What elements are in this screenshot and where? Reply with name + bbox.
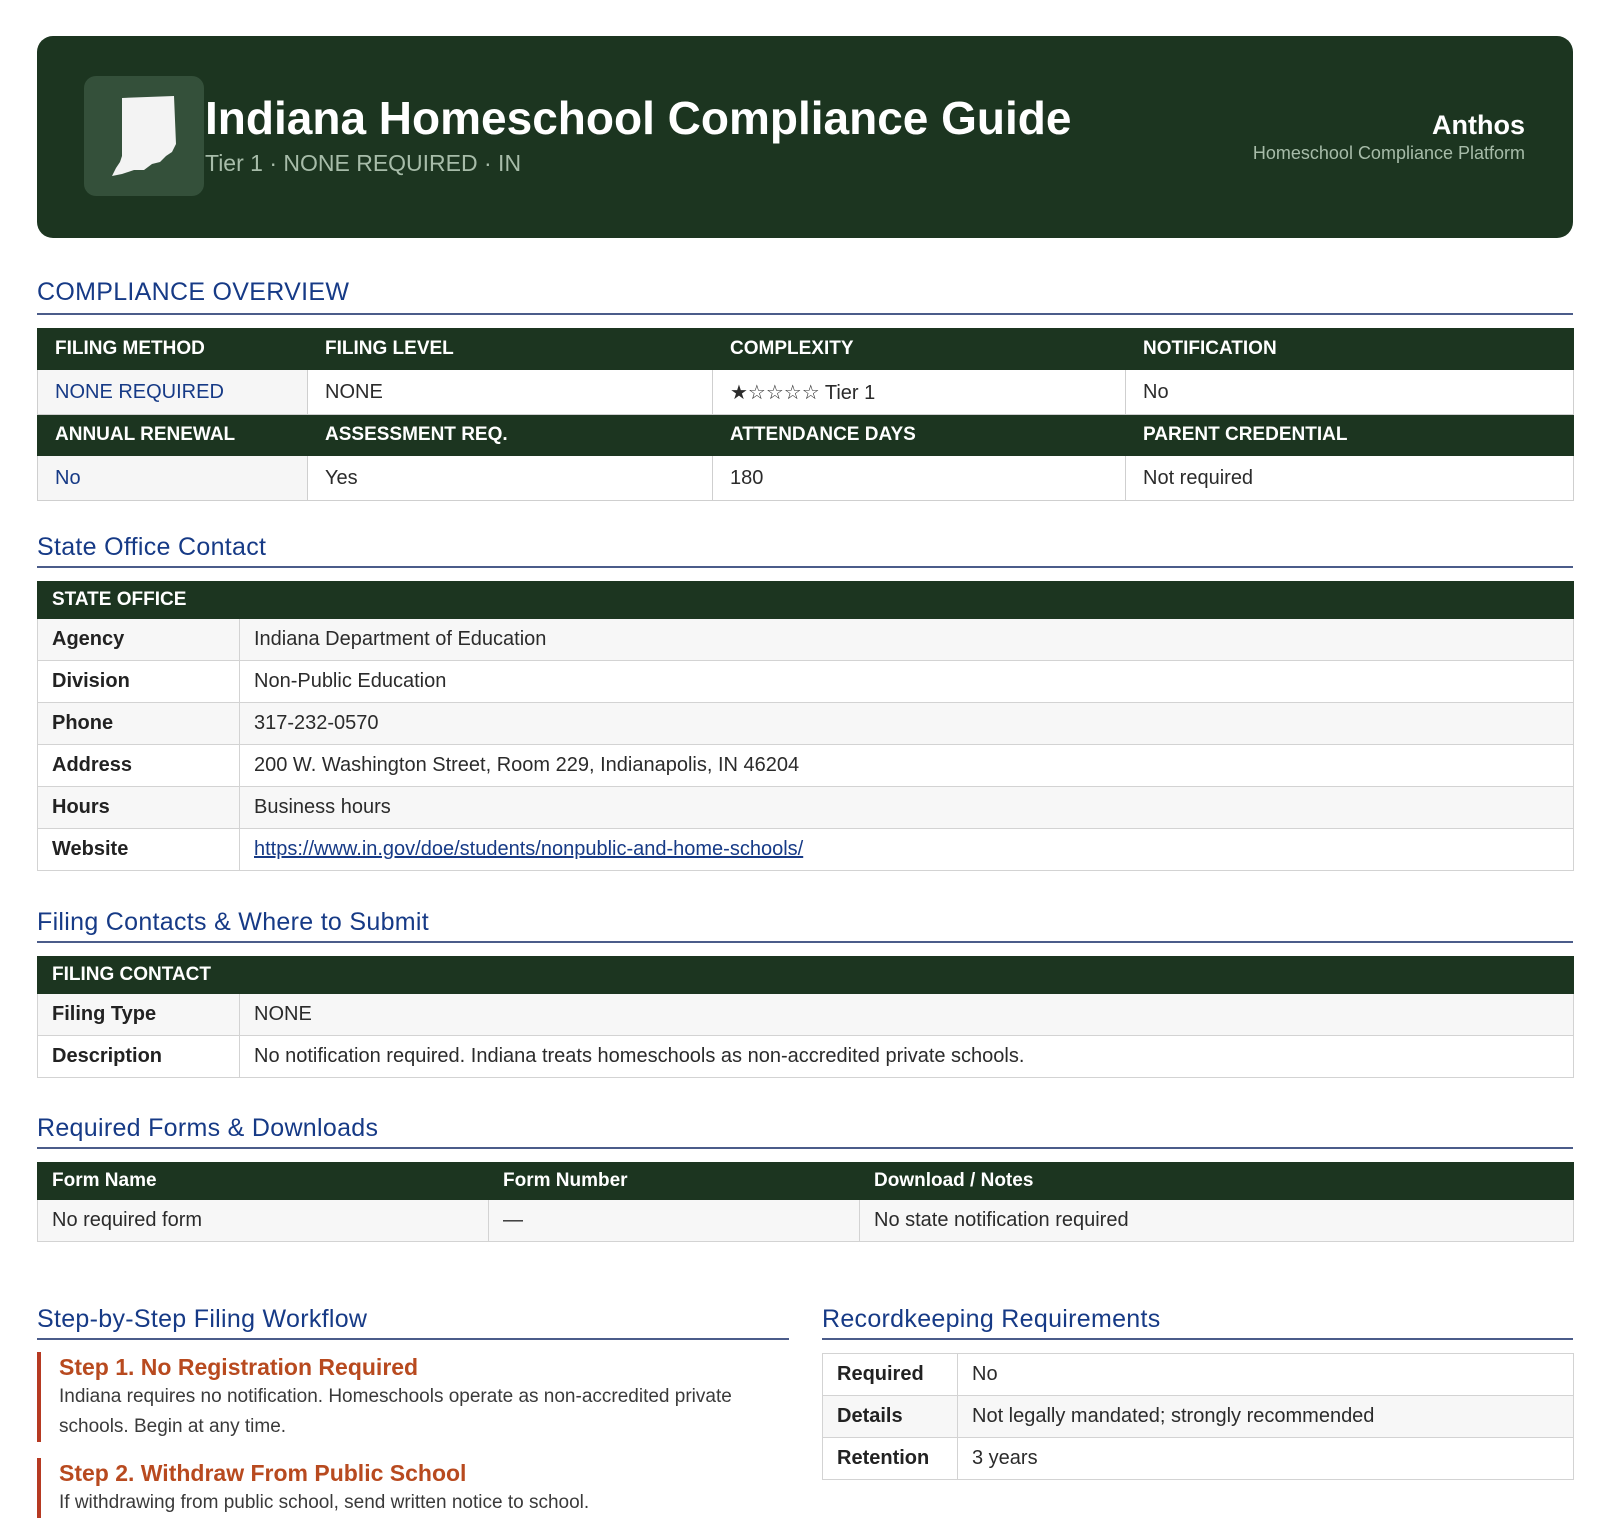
required-forms-heading: Required Forms & Downloads — [37, 1114, 379, 1142]
state-office-table-header: STATE OFFICE — [38, 582, 1574, 619]
address-value: 200 W. Washington Street, Room 229, Indianapolis, IN 46204 — [240, 745, 1574, 787]
overview-header-cell: COMPLEXITY — [713, 329, 1126, 370]
page-subtitle: Tier 1 · NONE REQUIRED · IN — [205, 150, 522, 176]
details-label: Details — [823, 1396, 958, 1438]
website-link[interactable]: https://www.in.gov/doe/students/nonpublic-and-home-schools/ — [254, 838, 804, 860]
state-office-table — [37, 581, 1574, 871]
overview-header-cell: PARENT CREDENTIAL — [1126, 415, 1574, 456]
phone-value: 317-232-0570 — [240, 703, 1574, 745]
workflow-heading: Step-by-Step Filing Workflow — [37, 1305, 368, 1333]
step-body: Indiana requires no notification. Homeschools operate as non-accredited private schools. Begin at any time. — [59, 1386, 732, 1437]
overview-header-cell: FILING METHOD — [38, 329, 308, 370]
division-label: Division — [38, 661, 240, 703]
hours-value: Business hours — [240, 787, 1574, 829]
compliance-overview-heading: COMPLIANCE OVERVIEW — [37, 278, 350, 306]
description-value: No notification required. Indiana treats homeschools as non-accredited private schools. — [240, 1036, 1574, 1078]
overview-header-cell: FILING LEVEL — [308, 329, 713, 370]
required-value: No — [958, 1354, 1574, 1396]
workflow-step — [37, 1352, 799, 1442]
download-notes-column-header: Download / Notes — [860, 1163, 1574, 1200]
section-divider — [37, 313, 1573, 315]
complexity-value: ★☆☆☆☆ Tier 1 — [713, 370, 1126, 415]
state-logo — [84, 76, 204, 196]
required-label: Required — [823, 1354, 958, 1396]
notification-value: No — [1126, 370, 1574, 415]
page-title: Indiana Homeschool Compliance Guide — [205, 92, 1072, 144]
details-value: Not legally mandated; strongly recommended — [958, 1396, 1574, 1438]
agency-value: Indiana Department of Education — [240, 619, 1574, 661]
description-label: Description — [38, 1036, 240, 1078]
website-cell — [240, 829, 1574, 871]
recordkeeping-table — [822, 1353, 1574, 1480]
assessment-value: Yes — [308, 456, 713, 501]
compliance-overview-table — [37, 328, 1574, 501]
overview-header-cell: ANNUAL RENEWAL — [38, 415, 308, 456]
step-title: Step 1. No Registration Required — [59, 1354, 419, 1380]
state-office-heading: State Office Contact — [37, 533, 267, 561]
step-title: Step 2. Withdraw From Public School — [59, 1460, 467, 1486]
parent-credential-value: Not required — [1126, 456, 1574, 501]
form-name-column-header: Form Name — [38, 1163, 489, 1200]
filing-contact-table-header: FILING CONTACT — [38, 957, 1574, 994]
step-body: If withdrawing from public school, send written notice to school. — [59, 1492, 590, 1513]
filing-contacts-heading: Filing Contacts & Where to Submit — [37, 908, 429, 936]
recordkeeping-heading: Recordkeeping Requirements — [822, 1305, 1161, 1333]
download-notes-cell: No state notification required — [860, 1200, 1574, 1242]
filing-method-value: NONE REQUIRED — [38, 370, 308, 415]
section-divider — [37, 566, 1573, 568]
retention-value: 3 years — [958, 1438, 1574, 1480]
hours-label: Hours — [38, 787, 240, 829]
indiana-state-silhouette-icon — [110, 96, 178, 176]
guide-header — [37, 36, 1573, 238]
filing-contacts-table — [37, 956, 1574, 1078]
required-forms-table — [37, 1162, 1574, 1242]
overview-header-cell: ATTENDANCE DAYS — [713, 415, 1126, 456]
brand-tagline: Homeschool Compliance Platform — [1252, 143, 1525, 163]
division-value: Non-Public Education — [240, 661, 1574, 703]
address-label: Address — [38, 745, 240, 787]
workflow-step — [37, 1458, 799, 1518]
filing-type-value: NONE — [240, 994, 1574, 1036]
form-number-column-header: Form Number — [489, 1163, 860, 1200]
annual-renewal-value: No — [38, 456, 308, 501]
agency-label: Agency — [38, 619, 240, 661]
brand-name: Anthos — [1432, 110, 1525, 140]
section-divider — [37, 1147, 1573, 1149]
form-name-cell: No required form — [38, 1200, 489, 1242]
section-divider — [37, 1338, 789, 1340]
filing-level-value: NONE — [308, 370, 713, 415]
retention-label: Retention — [823, 1438, 958, 1480]
filing-type-label: Filing Type — [38, 994, 240, 1036]
phone-label: Phone — [38, 703, 240, 745]
overview-header-cell: ASSESSMENT REQ. — [308, 415, 713, 456]
section-divider — [37, 941, 1573, 943]
form-number-cell: — — [489, 1200, 860, 1242]
website-label: Website — [38, 829, 240, 871]
attendance-days-value: 180 — [713, 456, 1126, 501]
section-divider — [822, 1338, 1573, 1340]
overview-header-cell: NOTIFICATION — [1126, 329, 1574, 370]
